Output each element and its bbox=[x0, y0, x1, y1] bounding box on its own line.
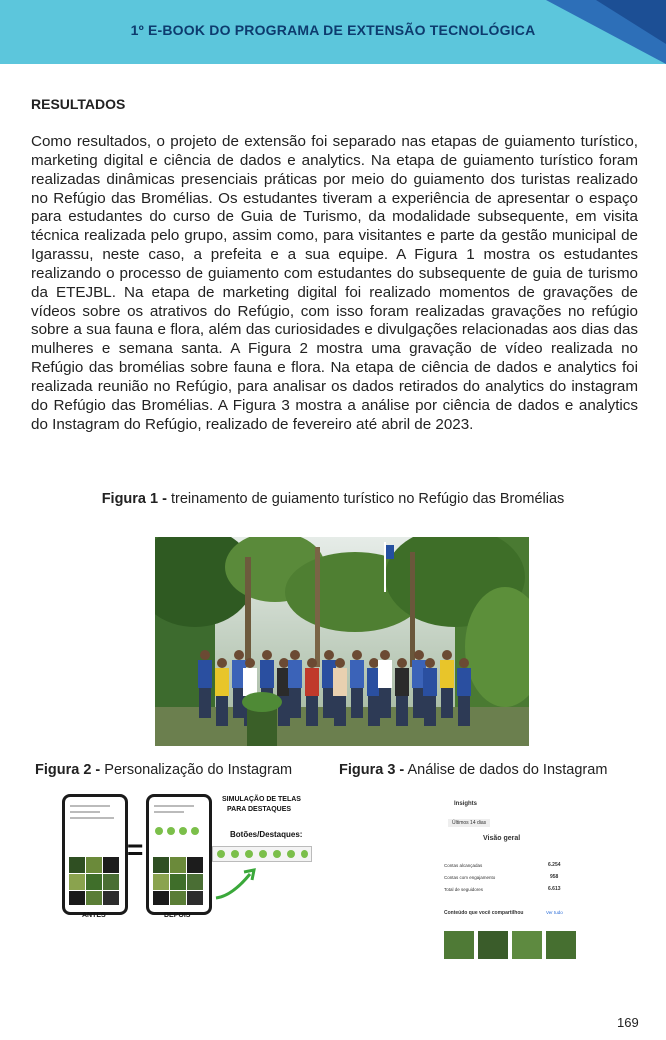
figure1-caption bbox=[0, 491, 666, 507]
metric-value-2: 958 bbox=[550, 874, 559, 880]
header-band bbox=[0, 0, 666, 64]
shared-content-title: Conteúdo que você compartilhou bbox=[444, 910, 524, 916]
figure2-caption bbox=[35, 762, 292, 778]
buttons-label: Botões/Destaques: bbox=[230, 830, 303, 839]
figure1-photo bbox=[155, 537, 529, 746]
simulation-title-2: PARA DESTAQUES bbox=[227, 806, 292, 813]
header-title: 1º E-BOOK DO PROGRAMA DE EXTENSÃO TECNOLÓGICA bbox=[130, 22, 536, 38]
figure3-caption bbox=[339, 762, 607, 778]
arrow-icon bbox=[212, 866, 262, 902]
equals-sign: = bbox=[127, 834, 144, 865]
period-selector: Últimos 14 dias bbox=[448, 819, 490, 827]
phone-before bbox=[62, 794, 128, 915]
section-title: RESULTADOS bbox=[31, 96, 126, 112]
figure3-caption-text: Análise de dados do Instagram bbox=[407, 762, 608, 778]
metric-value-1: 6.254 bbox=[548, 862, 561, 868]
simulation-title-1: SIMULAÇÃO DE TELAS bbox=[222, 796, 301, 803]
overview-title: Visão geral bbox=[483, 835, 521, 842]
figure2-caption-text: Personalização do Instagram bbox=[104, 762, 293, 778]
insights-topbar: Insights bbox=[454, 801, 478, 807]
after-label: DEPOIS bbox=[164, 912, 191, 919]
body-paragraph: Como resultados, o projeto de extensão foi separado nas etapas de guiamento turístico, marketing digital e ciência de dados e analytics. Na etapa de guiamento turístico foram realizadas dinâmicas presenciais práticas por meio do guiamento dos turistas realizado no Refúgio das Bromélias. Os estudantes tiveram a experiência de apresentar o espaço para estudantes do curso de Guia de Turismo, da modalidade subsequente, em visita técnica realizada pelo grupo, assim como, para visitantes e parte da gestão municipal de Igarassu, neste caso, a prefeita e a sua equipe. A Figura 1 mostra os estudantes realizando o processo de guiamento com estudantes do subsequente de guia de turismo da ETEJBL. Na etapa de marketing digital foi realizado momentos de gravações de vídeos sobre os atrativos do Refúgio, com isso foram realizadas gravações no refúgio sobre a sua fauna e flora, além das curiosidades e divulgações relacionadas aos dias das mulheres e semana santa. A Figura 2 mostra uma gravação de vídeo realizada no Refúgio das bromélias sobre fauna e flora. Na etapa de ciência de dados e analytics foi realizada reunião no Refúgio, para analisar os dados retirados do analytics do instagram do Refúgio das Bromélias. A Figura 3 mostra a análise por ciência de dados e analytics do Instagram do Refúgio, realizado de fevereiro até abril de 2023. bbox=[31, 133, 638, 433]
metric-row-3: Total de seguidores bbox=[444, 887, 484, 892]
figure2-label: Figura 2 - bbox=[35, 762, 101, 778]
figure1-caption-text: treinamento de guiamento turístico no Refúgio das Bromélias bbox=[170, 491, 565, 507]
metric-row-1: Contas alcançadas bbox=[444, 863, 483, 868]
figure1-label: Figura 1 - bbox=[101, 491, 167, 507]
metric-value-3: 6.613 bbox=[548, 886, 561, 892]
page-number: 169 bbox=[617, 1015, 639, 1030]
figure3-label: Figura 3 - bbox=[339, 762, 405, 778]
figure3-image bbox=[438, 795, 578, 975]
before-label: ANTES bbox=[82, 912, 106, 919]
phone-after bbox=[146, 794, 212, 915]
metric-row-2: Contas com engajamento bbox=[444, 875, 496, 880]
highlights-strip bbox=[212, 846, 312, 862]
see-all-link: Ver tudo bbox=[546, 910, 563, 915]
figure2-image bbox=[62, 790, 312, 935]
